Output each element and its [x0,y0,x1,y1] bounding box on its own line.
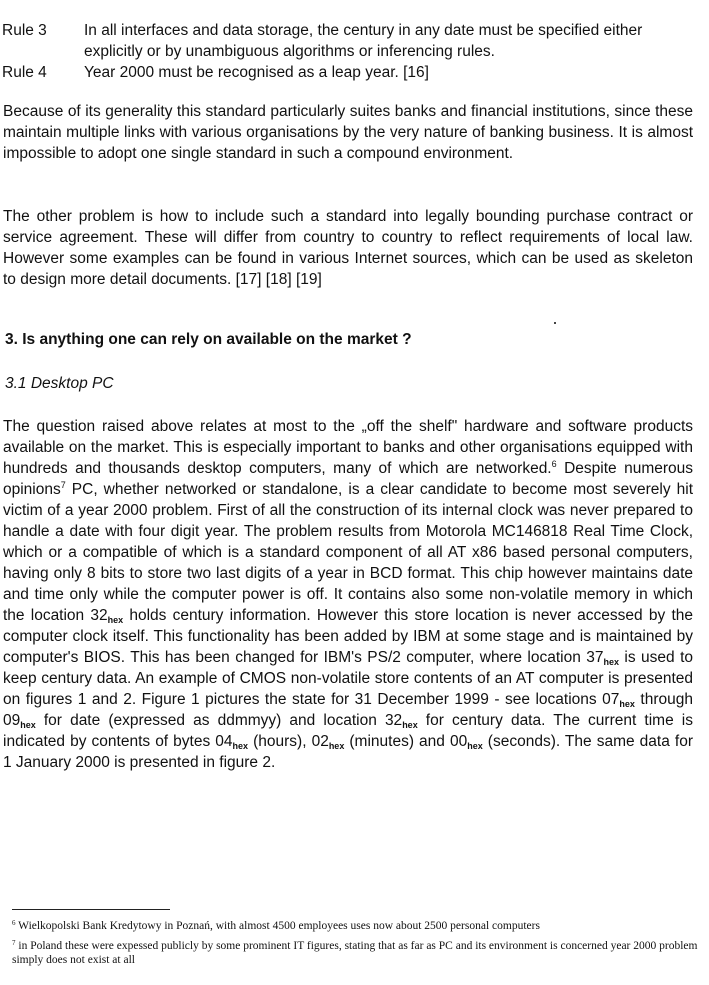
paragraph-desktop-pc: The question raised above relates at most to the „off the shelf" hardware and software products available on the market. This is especially important to banks and other organisations equipped with hundreds and thousands desktop computers, many of which are networked.$^6$ Despite numerous opinions$^7$ PC, whether networked or standalone, is a clear candidate to become most severely hit victim of a year 2000 problem. First of all the construction of its internal clock was never prepared to handle a date with four digit year. The problem results from Motorola MC146818 Real Time Clock, which or a compatible of which is a standard component of all AT x86 based personal computers, having only 8 bits to store two last digits of a year in BCD format. This chip however maintains date and time only while the computer power is off. It contains also some non-volatile memory in which the location $32_{hex}$ holds century information. However this store location is never accessed by the computer clock itself. This functionality has been added by IBM at some stage and is maintained by computer's BIOS. This has been changed for IBM's PS/2 computer, where location $37_{hex}$ is used to keep century data. An example of CMOS non-volatile store contents of an AT computer is presented on figures 1 and 2. Figure 1 pictures the state for 31 December 1999 - see locations $07_{hex}$ through $09_{hex}$ for date (expressed as ddmmyy) and location $32_{hex}$ for century data. The current time is indicated by contents of bytes $04_{hex}$ (hours), $02_{hex}$ (minutes) and $00_{hex}$ (seconds). The same data for 1 January 2000 is presented in figure 2. [3,418,694,771]
footnote-text: Wielkopolski Bank Kredytowy in Poznań, with almost 4500 employees uses now about 2500 personal computers [18,920,540,932]
rule-label: Rule 3 [2,22,47,39]
paragraph-contract: The other problem is how to include such a standard into legally bounding purchase contract or service agreement. These will differ from country to country to reflect requirements of local law. However some examples can be found in various Internet sources, which can be used as skeleton to design more detail documents. [17] [18] [19] [3,208,693,288]
rule-text: Year 2000 must be recognised as a leap year. [16] [84,64,429,81]
footnote-separator [12,909,170,910]
section-heading: 3. Is anything one can rely on available on the market ? [5,331,412,348]
footnote-text: in Poland these were expessed publicly by some prominent IT figures, stating that as far as PC and its environment is concerned year 2000 problem simply does not exist at all [12,940,698,966]
footnote-number: 6 [12,919,16,927]
subsection-heading: 3.1 Desktop PC [5,375,114,392]
rule-text: In all interfaces and data storage, the century in any date must be specified either explicitly or by unambiguous algorithms or inferencing rules. [84,22,643,60]
footnote-number: 7 [12,939,16,947]
footnote-7 [12,939,702,967]
footnote-ref-6: 6 [551,459,557,469]
footnote-6 [12,919,702,933]
rule-label: Rule 4 [2,64,47,81]
footnote-ref-7: 7 [60,480,66,490]
scan-speck [554,322,556,324]
paragraph-generality: Because of its generality this standard particularly suites banks and financial institutions, since these maintain multiple links with various organisations by the very nature of banking business. It is almost impossible to adopt one single standard in such a compound environment. [3,103,693,162]
